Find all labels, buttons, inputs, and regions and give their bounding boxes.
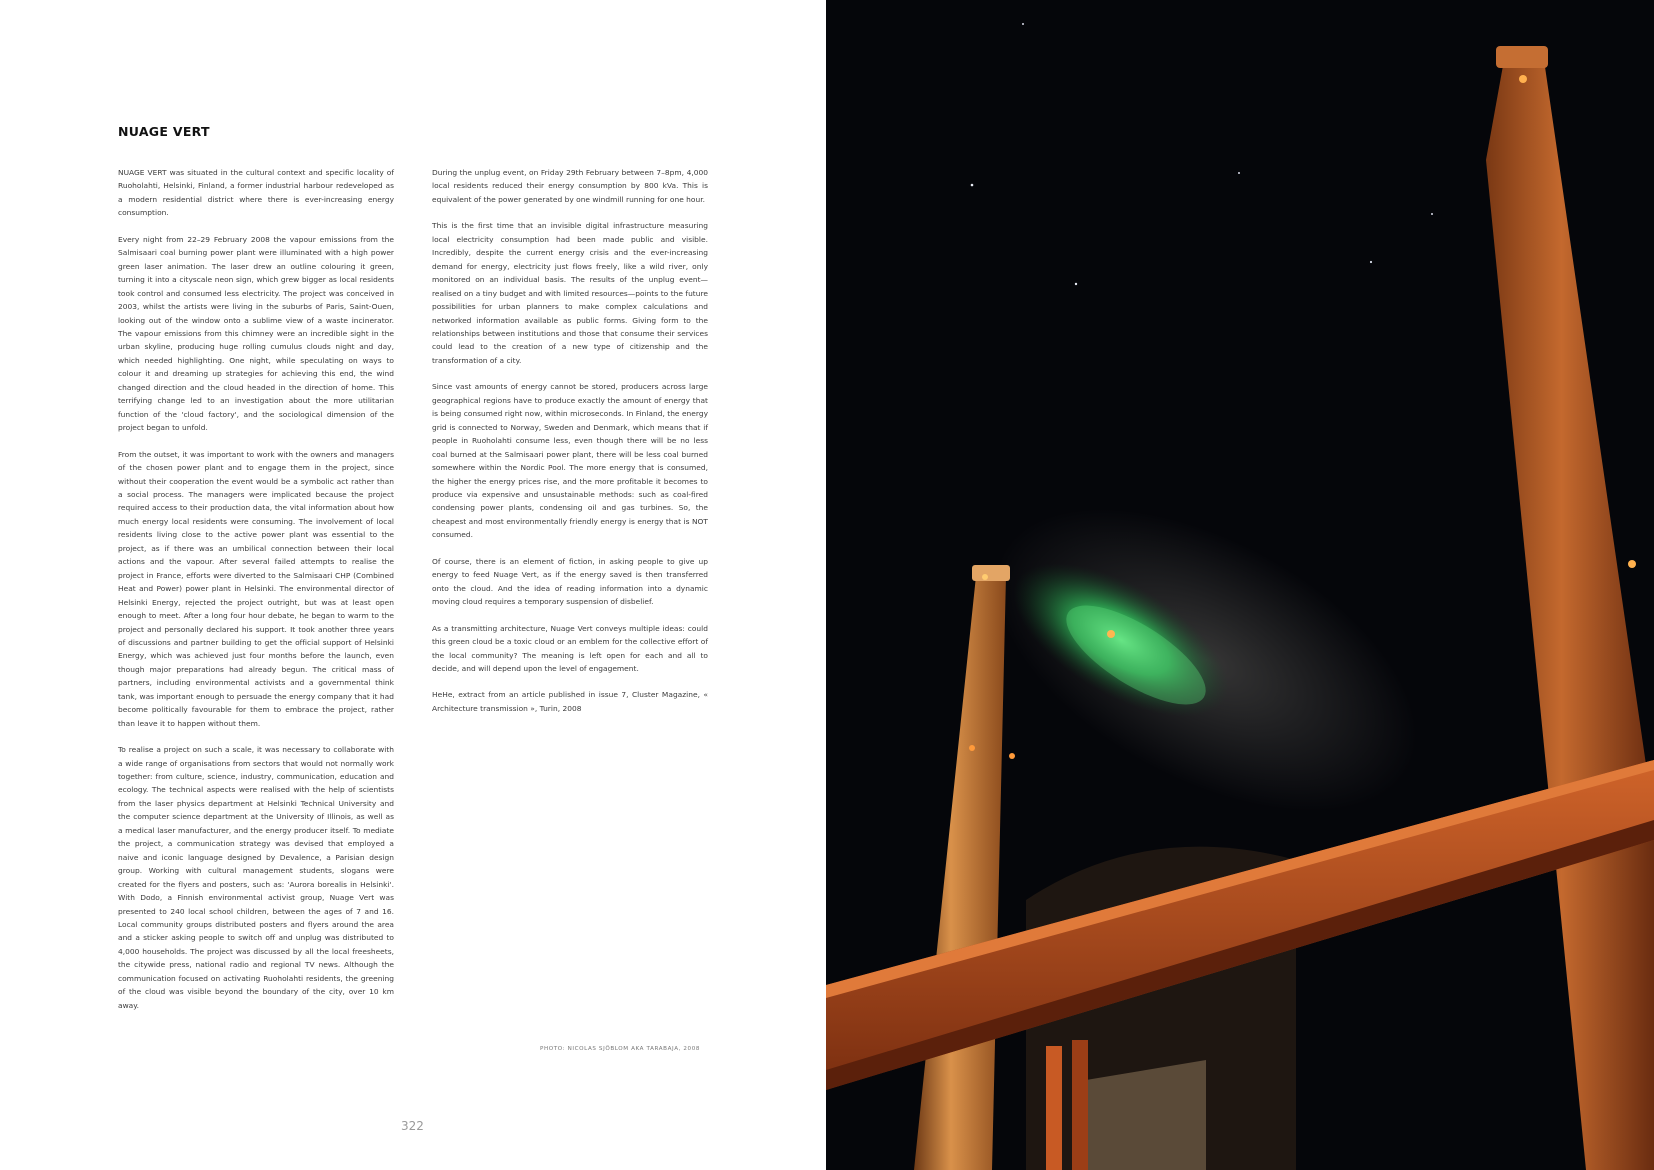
photo-credit-text: NICOLAS SJÖBLOM AKA TARABAJA, 2008 — [567, 1046, 701, 1052]
paragraph: Since vast amounts of energy cannot be stored, producers across large geographical regions have to produce exactly the amount of energy that is being consumed right now, within microseconds. In Finland, the energy grid is connected to Norway, Sweden and Denmark, which means that if people in Ruoholahti consume less, even though there will be no less coal burned at the Salmisaari power plant, there will be less coal burned somewhere within the Nordic Pool. The more energy that is consumed, the higher the energy prices rise, and the more profitable it becomes to produce via expensive and unsustainable methods: such as coal-fired condensing power plants, condensing oil and gas turbines. So, the cheapest and most environmentally friendly energy is energy that is NOT consumed. — [432, 382, 708, 540]
text-column-right — [432, 166, 708, 728]
article-title: NUAGE VERT — [118, 124, 210, 139]
night-power-plant-photo — [826, 0, 1654, 1170]
paragraph: This is the first time that an invisible digital infrastructure measuring local electricity consumption had been made public and visible. Incredibly, despite the current energy crisis and the ever-increasing demand for energy, electricity just flows freely, like a wild river, only monitored on an individual basis. The results of the unplug event—realised on a tiny budget and with limited resources—points to the future possibilities for urban planners to make complex calculations and networked information available as public forms. Giving form to the relationships between institutions and those that consume their services could lead to the creation of a new type of citizenship and the transformation of a city. — [432, 221, 708, 365]
paragraph: NUAGE VERT was situated in the cultural context and specific locality of Ruoholahti, Helsinki, Finland, a former industrial harbour redeveloped as a modern residential district where there is ever-increasing energy consumption. — [118, 168, 394, 218]
text-page — [0, 0, 826, 1170]
source-citation: HeHe, extract from an article published in issue 7, Cluster Magazine, « Architecture transmission », Turin, 2008 — [432, 690, 708, 713]
photo-illustration — [826, 0, 1654, 1170]
paragraph: Every night from 22–29 February 2008 the vapour emissions from the Salmisaari coal burning power plant were illuminated with a high power green laser animation. The laser drew an outline colouring it green, turning it into a cityscale neon sign, which grew bigger as local residents took control and consumed less electricity. The project was conceived in 2003, whilst the artists were living in the suburbs of Paris, Saint-Ouen, looking out of the window onto a sublime view of a waste incinerator. The vapour emissions from this chimney were an incredible sight in the urban skyline, producing huge rolling cumulus clouds night and day, which needed highlighting. One night, while speculating on ways to colour it and dreaming up strategies for achieving this end, the wind changed direction and the cloud headed in the direction of home. This terrifying change led to an investigation about the more utilitarian function of the 'cloud factory', and the sociological dimension of the project began to unfold. — [118, 234, 394, 433]
text-column-left — [118, 166, 394, 1025]
photo-credit — [540, 1044, 700, 1052]
paragraph: From the outset, it was important to work with the owners and managers of the chosen power plant and to engage them in the project, since without their cooperation the event would be a symbolic act rather than a social process. The managers were implicated because the project required access to their production data, the vital information about how much energy local residents were consuming. The involvement of local residents living close to the active power plant was essential to the project, as if there was an umbilical connection between their local actions and the vapour. After several failed attempts to realise the project in France, efforts were diverted to the Salmisaari CHP (Combined Heat and Power) power plant in Helsinki. The environmental director of Helsinki Energy, rejected the project outright, but was at least open enough to meet. After a long four hour debate, he began to warm to the project and personally declared his support. It took another three years of discussions and partner building to get the official support of Helsinki Energy, which was achieved just four months before the launch, even though major preparations had already begun. The critical mass of partners, including environmental activists and a governmental think tank, was important enough to persuade the energy company that it had become politically favourable for them to embrace the project, rather than leave it to happen without them. — [118, 449, 394, 728]
photo-credit-label: PHOTO: — [540, 1046, 568, 1052]
paragraph: Of course, there is an element of fiction, in asking people to give up energy to feed Nuage Vert, as if the energy saved is then transferred onto the cloud. And the idea of reading information into a dynamic moving cloud requires a temporary suspension of disbelief. — [432, 556, 708, 607]
paragraph: As a transmitting architecture, Nuage Vert conveys multiple ideas: could this green cloud be a toxic cloud or an emblem for the collective effort of the local community? The meaning is left open for each and all to decide, and will depend upon the level of engagement. — [432, 623, 708, 673]
paragraph: To realise a project on such a scale, it was necessary to collaborate with a wide range of organisations from sectors that would not normally work together: from culture, science, industry, communication, education and ecology. The technical aspects were realised with the help of scientists from the laser physics department at Helsinki Technical University and the computer science department at the University of Illinois, as well as a medical laser manufacturer, and the energy producer itself. To mediate the project, a communication strategy was devised that employed a naive and iconic language designed by Devalence, a Parisian design group. Working with cultural management students, slogans were created for the flyers and posters, such as: 'Aurora borealis in Helsinki'. With Dodo, a Finnish environmental activist group, Nuage Vert was presented to 240 local school children, between the ages of 7 and 16. Local community groups distributed posters and flyers around the area and a sticker asking people to switch off and unplug was distributed to 4,000 households. The project was discussed by all the local freesheets, the citywide press, national radio and regional TV news. Although the communication focused on activating Ruoholahti residents, the greening of the cloud was visible beyond the boundary of the city, over 10 km away. — [118, 745, 394, 1010]
page-number: 322 — [401, 1119, 424, 1133]
paragraph: During the unplug event, on Friday 29th February between 7–8pm, 4,000 local residents reduced their energy consumption by 800 kVa. This is equivalent of the power generated by one windmill running for one hour. — [432, 168, 708, 204]
